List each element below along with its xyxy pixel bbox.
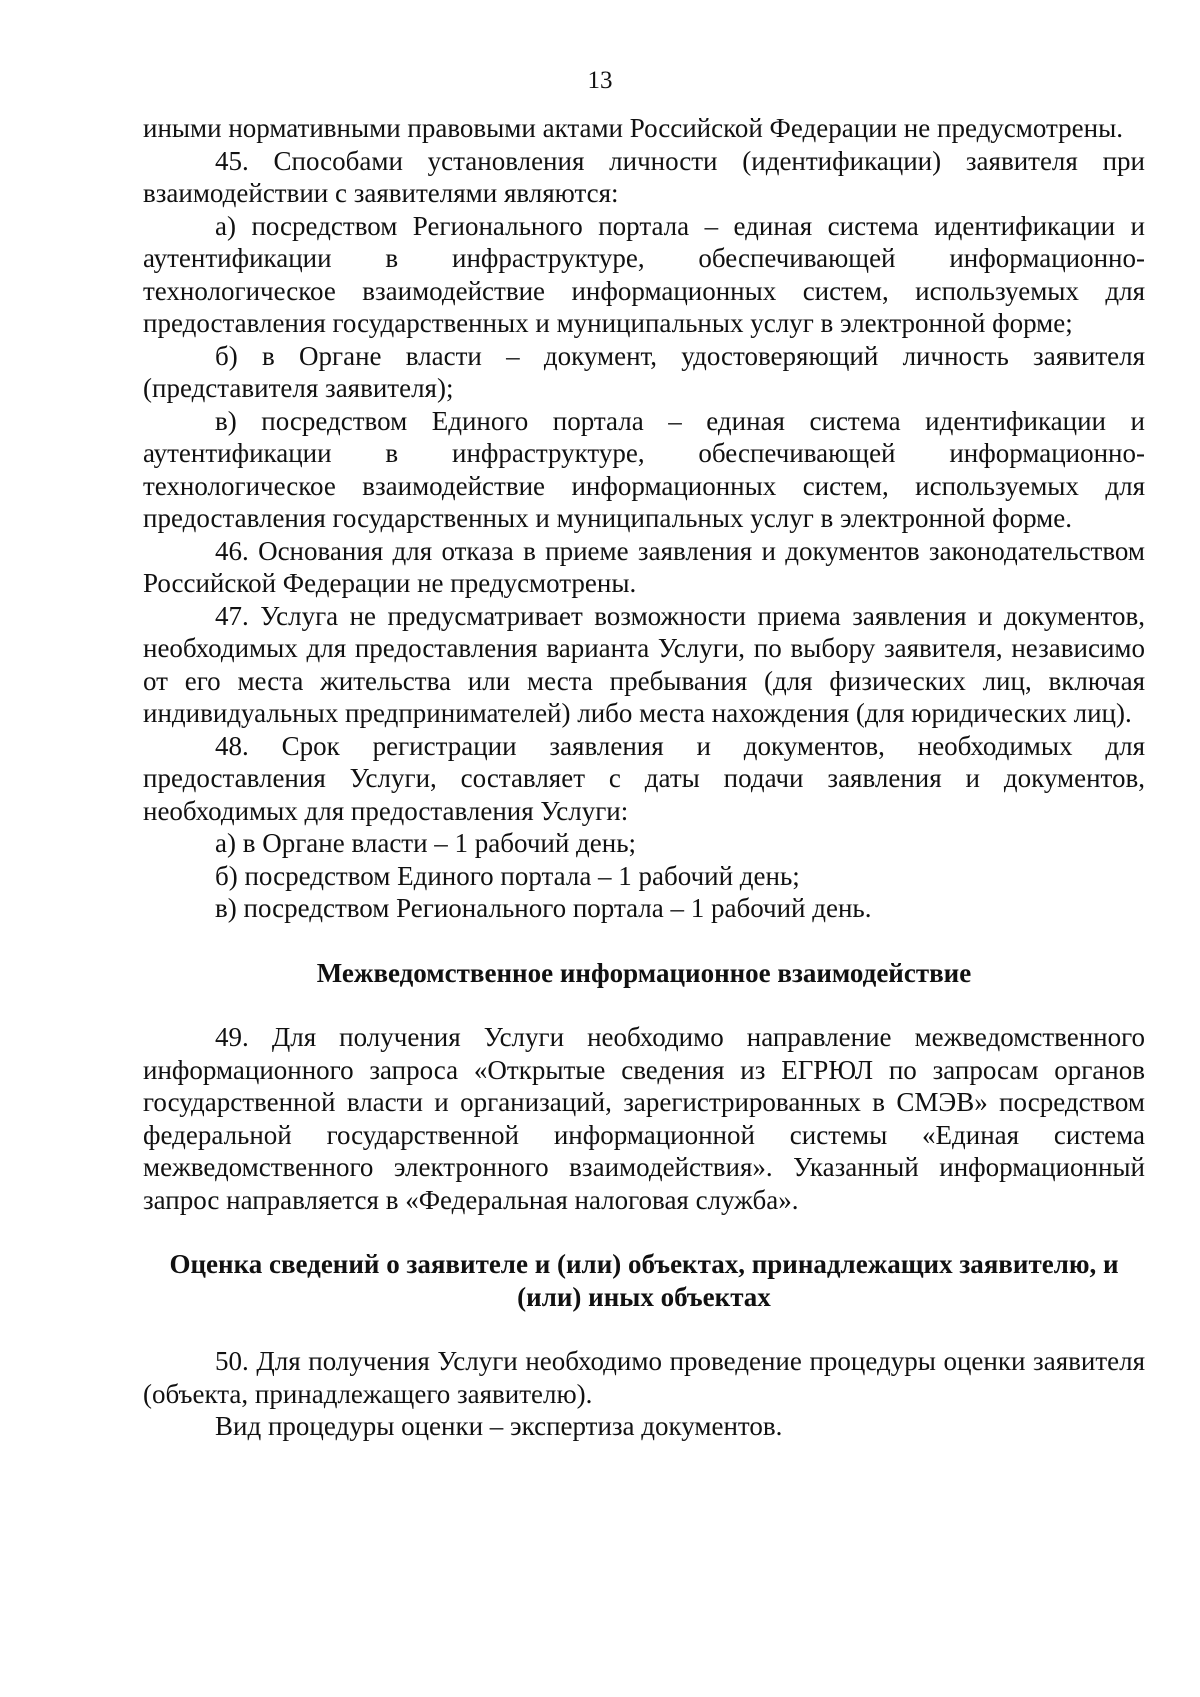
- paragraph-48-b: б) посредством Единого портала – 1 рабочий день;: [215, 860, 800, 891]
- document-body: [143, 112, 1145, 1443]
- paragraph-48: 48. Срок регистрации заявления и документов, необходимых для предоставления Услуги, составляет с даты подачи заявления и документов, необходимых для предоставления Услуги:: [143, 730, 1145, 826]
- paragraph-45-a: а) посредством Регионального портала – единая система идентификации и аутентификации в инфраструктуре, обеспечивающей информационно-технологическое взаимодействие информационных систем, используемых для предоставления государственных и муниципальных услуг в электронной форме;: [143, 210, 1145, 338]
- section-heading-interagency: Межведомственное информационное взаимодействие: [316, 957, 972, 988]
- paragraph-45-v: в) посредством Единого портала – единая система идентификации и аутентификации в инфраструктуре, обеспечивающей информационно-технологическое взаимодействие информационных систем, используемых для предоставления государственных и муниципальных услуг в электронной форме.: [143, 405, 1145, 533]
- paragraph-47: 47. Услуга не предусматривает возможности приема заявления и документов, необходимых для предоставления варианта Услуги, по выбору заявителя, независимо от его места жительства или места пребывания (для физических лиц, включая индивидуальных предпринимателей) либо места нахождения (для юридических лиц).: [143, 600, 1145, 728]
- paragraph-46: 46. Основания для отказа в приеме заявления и документов законодательством Российской Федерации не предусмотрены.: [143, 535, 1145, 598]
- paragraph-50-procedure-type: Вид процедуры оценки – экспертиза документов.: [215, 1411, 783, 1441]
- paragraph-50: 50. Для получения Услуги необходимо проведение процедуры оценки заявителя (объекта, принадлежащего заявителю).: [143, 1346, 1145, 1409]
- paragraph-48-a: а) в Органе власти – 1 рабочий день;: [215, 828, 637, 858]
- section-heading-assessment: [143, 1248, 1145, 1313]
- paragraph-48-v: в) посредством Регионального портала – 1 рабочий день.: [215, 893, 872, 923]
- paragraph-49: 49. Для получения Услуги необходимо направление межведомственного информационного запроса «Открытые сведения из ЕГРЮЛ по запросам органов государственной власти и организаций, зарегистрированных в СМЭВ» посредством федеральной государственной информационной системы «Единая система межведомственного электронного взаимодействия». Указанный информационный запрос направляется в «Федеральная налоговая служба».: [143, 1022, 1145, 1215]
- section-heading-assessment-line1: Оценка сведений о заявителе и (или) объектах, принадлежащих заявителю, и: [169, 1249, 1119, 1279]
- paragraph-continuation: иными нормативными правовыми актами Российской Федерации не предусмотрены.: [143, 113, 1123, 143]
- section-heading-assessment-line2: (или) иных объектах: [517, 1281, 771, 1312]
- page-number: 13: [587, 67, 613, 94]
- paragraph-45: 45. Способами установления личности (идентификации) заявителя при взаимодействии с заявителями являются:: [143, 145, 1145, 208]
- paragraph-45-b: б) в Органе власти – документ, удостоверяющий личность заявителя (представителя заявителя);: [143, 340, 1145, 403]
